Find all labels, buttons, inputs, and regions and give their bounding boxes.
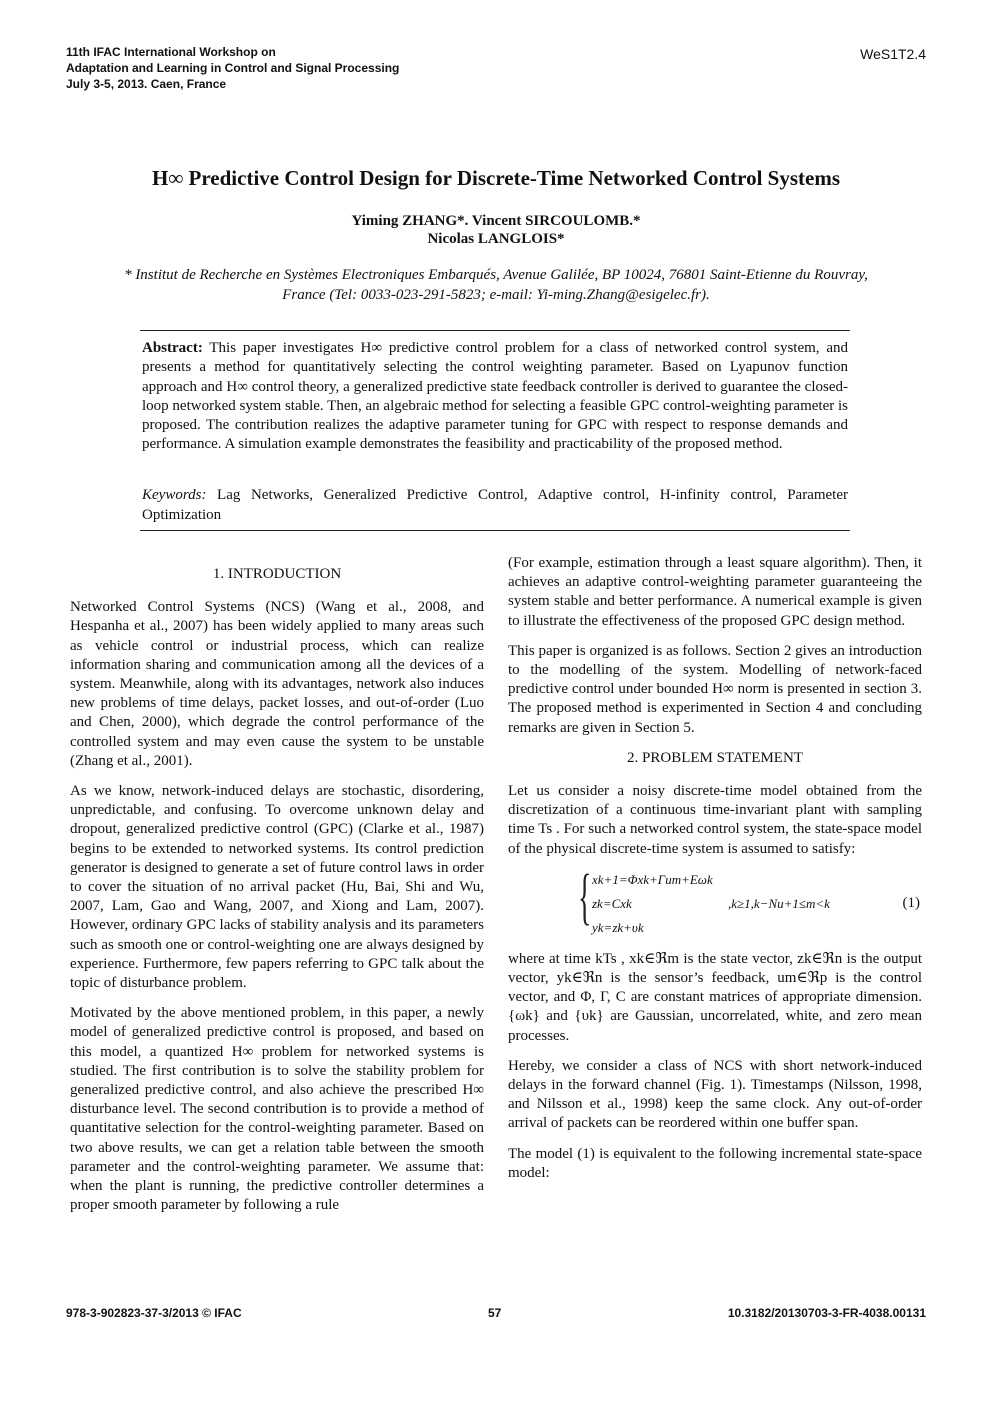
problem-paragraph-1: Let us consider a noisy discrete-time model obtained from the discretization of a continuous time-invariant plant with sampling time Ts . For such a networked control system, the state-space model of the physical discrete-time system is assumed to satisfy: [508, 783, 922, 857]
abstract [142, 339, 848, 455]
problem-paragraph-4: The model (1) is equivalent to the following incremental state-space model: [508, 1145, 922, 1181]
intro-paragraph-1: Networked Control Systems (NCS) (Wang et al., 2008, and Hespanha et al., 2007) has been widely applied to many areas such as vehicle control or industrial process, which can realize information sharing and communication among all the devices of a system. Meanwhile, along with its advantages, network also induces new problems of time delays, packet losses, and out-of-order (Luo and Chen, 2000), which degrade the control performance of the controlled system and may even cause the system to be unstable (Zhang et al., 2001). [70, 599, 484, 769]
abstract-text: This paper investigates H∞ predictive control problem for a class of networked control system, and presents a method for quantitatively selecting the control weighting parameter. Based on Lyapunov function approach and H∞ control theory, a generalized predictive state feedback controller is derived to guarantee the closed-loop networked system stable. Then, an algebraic method for selecting a feasible GPC control-weighting parameter is proposed. The contribution realizes the adaptive parameter tuning for GPC with respect to response demands and performance. A simulation example demonstrates the feasibility and practicability of the proposed method. [142, 340, 848, 453]
abstract-bottom-rule [140, 530, 850, 531]
keywords-label: Keywords: [142, 487, 207, 503]
equation-1 [508, 862, 922, 940]
footer-isbn: 978-3-902823-37-3/2013 © IFAC [66, 1306, 242, 1320]
affiliation-line2: France (Tel: 0033-023-291-5823; e-mail: Yi-ming.Zhang@esigelec.fr). [282, 287, 710, 303]
footer-page-number: 57 [488, 1306, 502, 1320]
affiliation [66, 265, 926, 305]
abstract-label: Abstract: [142, 340, 203, 356]
intro-paragraph-2: As we know, network-induced delays are stochastic, disordering, unpredictable, and confusing. To overcome unknown delay and dropout, generalized predictive control (GPC) (Clarke et al., 1987) begins to be extended to networked systems. Its control prediction generator is designed to generate a set of future control laws in order to cover the situation of no arrival packet (Hu, Bai, Shi and Wu, 2007, Lam, Gao and Wang, 2007, and Xiong and Lam, 2007). However, ordinary GPC lacks of stability analysis and its parameters such as smooth one or control-weighting one are always designed by experience. Furthermore, few papers referring to GPC talk about the topic of disturbance problem. [70, 783, 484, 992]
footer-doi: 10.3182/20130703-3-FR-4038.00131 [727, 1306, 926, 1320]
affiliation-line1: * Institut de Recherche en Systèmes Electroniques Embarqués, Avenue Galilée, BP 10024, 76801 Saint-Etienne du Rouvray, [124, 267, 868, 283]
keywords-text: Lag Networks, Generalized Predictive Control, Adaptive control, H-infinity control, Parameter Optimization [142, 487, 848, 523]
equation-brace: { [578, 862, 592, 931]
paper-title: H∞ Predictive Control Design for Discrete-Time Networked Control Systems [151, 166, 841, 190]
problem-paragraph-3: Hereby, we consider a class of NCS with short network-induced delays in the forward channel (Fig. 1). Timestamps (Nilsson, 1998, and Nilsson et al., 1998) keep the same clock. Any out-of-order arrival of packets can be reordered within one buffer span. [508, 1057, 922, 1132]
intro-paragraph-4: (For example, estimation through a least square algorithm). Then, it achieves an adaptive control-weighting parameter guaranteeing the system stable and better performance. A numerical example is given to illustrate the effectiveness of the proposed GPC design method. [508, 555, 922, 629]
equation-line-1: xk+1=Φxk+Γum+Eωk [592, 871, 713, 887]
authors [0, 212, 992, 248]
section-problem-statement-title: 2. PROBLEM STATEMENT [627, 749, 803, 766]
left-column [70, 555, 484, 1227]
equation-line-2: zk=Cxk [592, 895, 632, 911]
paper-code: WeS1T2.4 [860, 46, 926, 62]
intro-paragraph-5: This paper is organized is as follows. Section 2 gives an introduction to the modelling of the system. Modelling of network-faced predictive control under bounded H∞ norm is presented in section 3. The proposed method is experimented in Section 4 and concluding remarks are given in Section 5. [508, 642, 922, 736]
authors-line2: Nicolas LANGLOIS* [427, 231, 565, 247]
authors-line1: Yiming ZHANG*. Vincent SIRCOULOMB.* [351, 213, 641, 229]
right-column [508, 554, 922, 1194]
intro-paragraph-3: Motivated by the above mentioned problem, in this paper, a newly model of generalized predictive control is proposed, and based on this model, a quantized H∞ problem for networked systems is studied. The first contribution is to solve the stability problem for generalized predictive control, and also achieve the prescribed H∞ disturbance level. The second contribution is to provide a method of quantitative selection for the control-weighting parameter. Based on two above results, we can get a relation table between the smooth parameter and the control-weighting parameter. We assume that: when the plant is running, the predictive controller determines a proper smooth parameter by following a rule [70, 1005, 484, 1214]
conference-name-line1: 11th IFAC International Workshop on [66, 45, 276, 59]
keywords [142, 486, 848, 525]
problem-paragraph-2: where at time kTs , xk∈ℜm is the state vector, zk∈ℜn is the output vector, yk∈ℜn is the sensor’s feedback, um∈ℜp is the control vector, and Φ, Γ, C are constant matrices of appropriate dimension. {ωk} and {υk} are Gaussian, uncorrelated, white, and zero mean processes. [508, 950, 922, 1044]
section-introduction-title: 1. INTRODUCTION [212, 566, 342, 582]
equation-number: (1) [902, 894, 920, 911]
abstract-top-rule [140, 330, 850, 331]
equation-line-3: yk=zk+υk [592, 919, 644, 935]
equation-condition: ,k≥1,k−Nu+1≤m<k [728, 895, 830, 911]
conference-name-line2: Adaptation and Learning in Control and Signal Processing [66, 61, 400, 75]
conference-date-place: July 3-5, 2013. Caen, France [66, 77, 227, 91]
conference-header [66, 44, 399, 92]
